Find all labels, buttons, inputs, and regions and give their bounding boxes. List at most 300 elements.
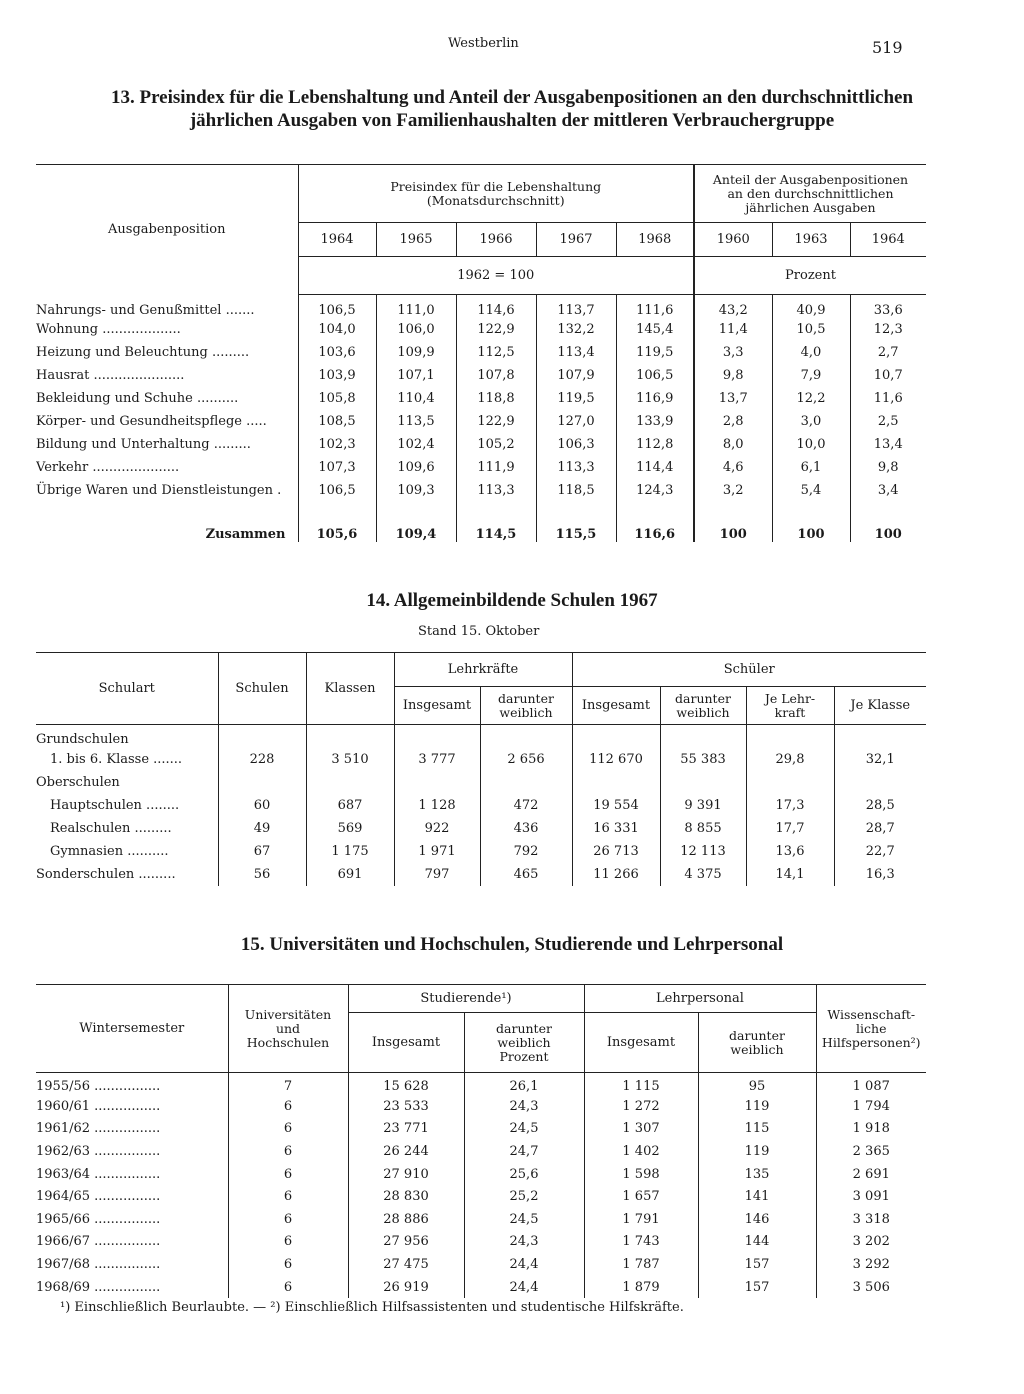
table13-group-anteil-line1: Anteil der Ausgabenpositionen xyxy=(712,171,909,187)
table13-row-label: Wohnung ................... xyxy=(36,322,181,337)
table14-col-lehr-weiblich-line1: darunter xyxy=(498,690,554,706)
table15-cell: 1 918 xyxy=(816,1118,926,1141)
table13-cell: 114,4 xyxy=(616,456,694,479)
table14-col-je-lehrkraft xyxy=(746,687,834,725)
table14-col-schueler-weiblich-line2: weiblich xyxy=(676,704,730,720)
table14-cell: 472 xyxy=(480,794,572,817)
table13-cell: 106,5 xyxy=(298,295,376,319)
table13-cell: 103,9 xyxy=(298,364,376,387)
table15-cell: 1 657 xyxy=(584,1185,698,1208)
table14-row xyxy=(36,863,926,886)
table14-col-schueler-weiblich-line1: darunter xyxy=(675,690,731,706)
table13-cell: 3,0 xyxy=(772,410,850,433)
table13-cell: 107,9 xyxy=(536,364,616,387)
table15-cell: 1 272 xyxy=(584,1095,698,1118)
table14-row xyxy=(36,725,926,748)
table14-cell xyxy=(660,725,746,748)
table14-cell: 436 xyxy=(480,817,572,840)
table15-row-label: 1962/63 ................ xyxy=(36,1144,161,1160)
table13-cell: 106,5 xyxy=(616,364,694,387)
table15-cell: 3 292 xyxy=(816,1253,926,1276)
table13-cell: 106,5 xyxy=(298,479,376,502)
table15-col-lehr-weiblich xyxy=(698,1013,816,1073)
table15-cell: 115 xyxy=(698,1118,816,1141)
table13-cell: 9,8 xyxy=(850,456,926,479)
table15-row xyxy=(36,1118,926,1141)
table13-row xyxy=(36,410,926,433)
table13-group-preisindex xyxy=(298,165,694,223)
table15-col-hochschulen-line1: Universitäten xyxy=(244,1006,332,1022)
table13-cell: 40,9 xyxy=(772,295,850,319)
table14-cell: 17,3 xyxy=(746,794,834,817)
table15-row-label: 1965/66 ................ xyxy=(36,1211,161,1227)
table15 xyxy=(36,984,926,1298)
table13-cell: 113,7 xyxy=(536,295,616,319)
table13-cell: 2,8 xyxy=(694,410,772,433)
table13-total-cell: 115,5 xyxy=(536,502,616,542)
table15-cell: 1 787 xyxy=(584,1253,698,1276)
table13-group-anteil-line3: jährlichen Ausgaben xyxy=(745,199,876,215)
table15-row xyxy=(36,1163,926,1186)
table15-title: 15. Universitäten und Hochschulen, Studierende und Lehrpersonal xyxy=(240,934,784,955)
table14-row-label: 1. bis 6. Klasse ....... xyxy=(50,751,183,767)
table14-cell: 56 xyxy=(218,863,306,886)
table15-row xyxy=(36,1095,926,1118)
table13-cell: 145,4 xyxy=(616,318,694,341)
table14-row-label: Sonderschulen ......... xyxy=(36,866,176,882)
table15-row-label: 1955/56 ................ xyxy=(36,1078,161,1094)
table13-row-label: Heizung und Beleuchtung ......... xyxy=(36,345,250,360)
table15-cell: 6 xyxy=(228,1208,348,1231)
table15-cell: 28 886 xyxy=(348,1208,464,1231)
table15-group-studierende: Studierende¹) xyxy=(348,985,584,1013)
table13-cell: 13,7 xyxy=(694,387,772,410)
table14-col-lehr-weiblich xyxy=(480,687,572,725)
table15-cell: 25,2 xyxy=(464,1185,584,1208)
table13-total-cell: 105,6 xyxy=(298,502,376,542)
table15-col-semester: Wintersemester xyxy=(36,985,228,1073)
table14-cell xyxy=(218,725,306,748)
table14-cell: 28,7 xyxy=(834,817,926,840)
table14-group-schueler: Schüler xyxy=(572,653,926,687)
table15-col-stud-insgesamt: Insgesamt xyxy=(348,1013,464,1073)
table13-cell: 119,5 xyxy=(536,387,616,410)
table14-cell: 14,1 xyxy=(746,863,834,886)
table15-row-label: 1966/67 ................ xyxy=(36,1234,161,1250)
table15-cell: 24,3 xyxy=(464,1095,584,1118)
table13-total-cell: 109,4 xyxy=(376,502,456,542)
table15-row-label: 1968/69 ................ xyxy=(36,1279,161,1295)
table14-cell: 112 670 xyxy=(572,748,660,771)
table13-cell: 33,6 xyxy=(850,295,926,319)
table14-col-lehr-insgesamt: Insgesamt xyxy=(394,687,480,725)
page-number: 519 xyxy=(872,38,903,57)
table15-cell: 15 628 xyxy=(348,1073,464,1096)
table15-cell: 3 091 xyxy=(816,1185,926,1208)
table13-cell: 2,5 xyxy=(850,410,926,433)
table13-cell: 13,4 xyxy=(850,433,926,456)
table13-cell: 114,6 xyxy=(456,295,536,319)
table13-cell: 108,5 xyxy=(298,410,376,433)
table14-cell: 29,8 xyxy=(746,748,834,771)
table13-title-line1: 13. Preisindex für die Lebenshaltung und Anteil der Ausgabenpositionen an den durchschnittlichen xyxy=(110,87,914,108)
table15-row-label: 1960/61 ................ xyxy=(36,1098,161,1114)
table13-cell: 113,3 xyxy=(536,456,616,479)
table14-cell: 9 391 xyxy=(660,794,746,817)
table14-cell xyxy=(480,725,572,748)
table14-row xyxy=(36,817,926,840)
table13-row-label: Nahrungs- und Genußmittel ....... xyxy=(36,302,255,318)
table13-cell: 118,8 xyxy=(456,387,536,410)
table14-row xyxy=(36,840,926,863)
table14-col-je-lehrkraft-line1: Je Lehr- xyxy=(764,690,816,706)
table13-cell: 118,5 xyxy=(536,479,616,502)
table13-total-label: Zusammen xyxy=(205,527,286,542)
table14-cell: 67 xyxy=(218,840,306,863)
table14-cell: 1 971 xyxy=(394,840,480,863)
table14-cell: 792 xyxy=(480,840,572,863)
table14-cell xyxy=(218,771,306,794)
table15-row xyxy=(36,1253,926,1276)
table13-cell: 6,1 xyxy=(772,456,850,479)
table14-cell: 26 713 xyxy=(572,840,660,863)
table14-cell: 49 xyxy=(218,817,306,840)
table13-row xyxy=(36,341,926,364)
table14-cell: 12 113 xyxy=(660,840,746,863)
table14-title: 14. Allgemeinbildende Schulen 1967 xyxy=(366,590,658,611)
table14-subtitle: Stand 15. Oktober xyxy=(418,624,540,639)
table13-cell: 110,4 xyxy=(376,387,456,410)
table14-row xyxy=(36,748,926,771)
table13-cell: 104,0 xyxy=(298,318,376,341)
table14-cell: 569 xyxy=(306,817,394,840)
table15-col-hochschulen xyxy=(228,985,348,1073)
table13-cell: 3,4 xyxy=(850,479,926,502)
table13-row xyxy=(36,295,926,319)
table15-cell: 1 879 xyxy=(584,1276,698,1299)
table15-cell: 1 115 xyxy=(584,1073,698,1096)
table13-cell: 12,3 xyxy=(850,318,926,341)
table13-row xyxy=(36,456,926,479)
table15-cell: 95 xyxy=(698,1073,816,1096)
table15-row xyxy=(36,1208,926,1231)
table15-cell: 6 xyxy=(228,1118,348,1141)
table13-cell: 127,0 xyxy=(536,410,616,433)
table13-year-header: 1960 xyxy=(694,223,772,257)
table13-cell: 4,6 xyxy=(694,456,772,479)
table14-cell: 691 xyxy=(306,863,394,886)
table13-cell: 105,2 xyxy=(456,433,536,456)
table13-cell: 5,4 xyxy=(772,479,850,502)
table13-row-label: Bekleidung und Schuhe .......... xyxy=(36,391,239,406)
table13-cell: 103,6 xyxy=(298,341,376,364)
table15-col-hochschulen-line3: Hochschulen xyxy=(246,1034,330,1050)
table13-unit-percent: Prozent xyxy=(694,257,926,295)
table13-row-label: Bildung und Unterhaltung ......... xyxy=(36,437,251,452)
table15-cell: 1 743 xyxy=(584,1231,698,1254)
table13-cell: 111,9 xyxy=(456,456,536,479)
table15-cell: 6 xyxy=(228,1231,348,1254)
table14-row-label: Grundschulen xyxy=(36,731,129,747)
table13-cell: 43,2 xyxy=(694,295,772,319)
table13-cell: 8,0 xyxy=(694,433,772,456)
table13-title xyxy=(0,86,1024,132)
table14-cell: 465 xyxy=(480,863,572,886)
table15-cell: 119 xyxy=(698,1140,816,1163)
table13-cell: 10,7 xyxy=(850,364,926,387)
table15-col-stud-weiblich-prozent xyxy=(464,1013,584,1073)
table13-cell: 122,9 xyxy=(456,318,536,341)
table15-row xyxy=(36,1231,926,1254)
table13-group-preisindex-line1: Preisindex für die Lebenshaltung xyxy=(390,178,602,194)
table14-cell xyxy=(394,725,480,748)
table15-cell: 25,6 xyxy=(464,1163,584,1186)
table13-cell: 10,5 xyxy=(772,318,850,341)
table14-cell: 11 266 xyxy=(572,863,660,886)
table13-cell: 124,3 xyxy=(616,479,694,502)
table13-group-anteil xyxy=(694,165,926,223)
table13-cell: 116,9 xyxy=(616,387,694,410)
table14-col-je-lehrkraft-line2: kraft xyxy=(774,704,806,720)
table14-cell xyxy=(834,771,926,794)
table15-cell: 1 402 xyxy=(584,1140,698,1163)
table15-cell: 1 598 xyxy=(584,1163,698,1186)
table14-cell xyxy=(306,725,394,748)
table15-cell: 119 xyxy=(698,1095,816,1118)
table15-col-wiss-line3: Hilfspersonen²) xyxy=(821,1034,921,1050)
table15-cell: 6 xyxy=(228,1095,348,1118)
table13-group-preisindex-line2: (Monatsdurchschnitt) xyxy=(426,192,565,208)
table15-col-lehr-weiblich-line2: weiblich xyxy=(730,1041,784,1057)
table14-cell xyxy=(480,771,572,794)
table15-cell: 24,5 xyxy=(464,1208,584,1231)
table13-year-header: 1964 xyxy=(298,223,376,257)
table13-cell: 122,9 xyxy=(456,410,536,433)
table14-cell: 3 777 xyxy=(394,748,480,771)
table15-cell: 3 202 xyxy=(816,1231,926,1254)
table13-cell: 3,3 xyxy=(694,341,772,364)
table13-cell: 11,6 xyxy=(850,387,926,410)
table15-cell: 6 xyxy=(228,1276,348,1299)
table13-cell: 2,7 xyxy=(850,341,926,364)
table14-col-schueler-insgesamt: Insgesamt xyxy=(572,687,660,725)
table13-cell: 4,0 xyxy=(772,341,850,364)
table13-cell: 107,1 xyxy=(376,364,456,387)
table13-row-label: Übrige Waren und Dienstleistungen . xyxy=(36,483,282,498)
table15-col-stud-weiblich-line3: Prozent xyxy=(499,1048,549,1064)
table14-cell: 16,3 xyxy=(834,863,926,886)
table15-row xyxy=(36,1140,926,1163)
table14-cell: 687 xyxy=(306,794,394,817)
table15-col-wiss-hilfspersonen xyxy=(816,985,926,1073)
table13-group-anteil-line2: an den durchschnittlichen xyxy=(727,185,894,201)
table14-row-label: Realschulen ......... xyxy=(50,820,172,836)
table15-row xyxy=(36,1185,926,1208)
table15-cell: 7 xyxy=(228,1073,348,1096)
table15-cell: 6 xyxy=(228,1253,348,1276)
table13-total-cell: 100 xyxy=(772,502,850,542)
table15-cell: 6 xyxy=(228,1163,348,1186)
table15-cell: 28 830 xyxy=(348,1185,464,1208)
table15-cell: 24,4 xyxy=(464,1276,584,1299)
table15-cell: 23 533 xyxy=(348,1095,464,1118)
table15-col-lehr-insgesamt: Insgesamt xyxy=(584,1013,698,1073)
table14-cell: 16 331 xyxy=(572,817,660,840)
table13-cell: 7,9 xyxy=(772,364,850,387)
table14-cell: 17,7 xyxy=(746,817,834,840)
table13-year-header: 1964 xyxy=(850,223,926,257)
table15-col-stud-weiblich-line1: darunter xyxy=(496,1020,552,1036)
table14-col-je-klasse: Je Klasse xyxy=(834,687,926,725)
table13-row xyxy=(36,364,926,387)
table13-row-label: Hausrat ...................... xyxy=(36,368,185,383)
table13-body xyxy=(36,295,926,543)
table14-body xyxy=(36,725,926,886)
table14-cell: 2 656 xyxy=(480,748,572,771)
table13-row-label: Verkehr ..................... xyxy=(36,460,180,475)
table15-cell: 2 365 xyxy=(816,1140,926,1163)
table14-cell: 1 175 xyxy=(306,840,394,863)
table14-row xyxy=(36,771,926,794)
table15-cell: 24,7 xyxy=(464,1140,584,1163)
table13-unit-index: 1962 = 100 xyxy=(298,257,694,295)
table15-cell: 2 691 xyxy=(816,1163,926,1186)
table13-title-line2: jährlichen Ausgaben von Familienhaushalten der mittleren Verbrauchergruppe xyxy=(189,110,835,131)
table14-cell: 60 xyxy=(218,794,306,817)
table13-total-cell: 100 xyxy=(694,502,772,542)
table15-cell: 3 506 xyxy=(816,1276,926,1299)
table13-cell: 10,0 xyxy=(772,433,850,456)
table15-cell: 24,5 xyxy=(464,1118,584,1141)
table14-cell: 8 855 xyxy=(660,817,746,840)
table14-col-schueler-weiblich xyxy=(660,687,746,725)
table13-cell: 105,8 xyxy=(298,387,376,410)
table15-cell: 1 087 xyxy=(816,1073,926,1096)
table15-row xyxy=(36,1276,926,1299)
table15-col-stud-weiblich-line2: weiblich xyxy=(497,1034,551,1050)
table13-cell: 132,2 xyxy=(536,318,616,341)
table13-cell: 106,0 xyxy=(376,318,456,341)
table15-cell: 1 794 xyxy=(816,1095,926,1118)
table15-cell: 27 475 xyxy=(348,1253,464,1276)
table14-cell: 4 375 xyxy=(660,863,746,886)
table15-cell: 6 xyxy=(228,1185,348,1208)
table13-row xyxy=(36,318,926,341)
table15-cell: 27 956 xyxy=(348,1231,464,1254)
table13-row xyxy=(36,433,926,456)
table13-year-header: 1963 xyxy=(772,223,850,257)
table15-cell: 146 xyxy=(698,1208,816,1231)
table14 xyxy=(36,652,926,886)
table15-cell: 26,1 xyxy=(464,1073,584,1096)
table13-cell: 113,3 xyxy=(456,479,536,502)
table14-cell: 55 383 xyxy=(660,748,746,771)
table13-cell: 107,8 xyxy=(456,364,536,387)
table15-body xyxy=(36,1073,926,1299)
table13-cell: 109,3 xyxy=(376,479,456,502)
table15-cell: 144 xyxy=(698,1231,816,1254)
table13-cell: 3,2 xyxy=(694,479,772,502)
table13-col-ausgabenposition: Ausgabenposition xyxy=(36,165,298,295)
table15-footnote: ¹) Einschließlich Beurlaubte. — ²) Einschließlich Hilfsassistenten und studentische Hilfskräfte. xyxy=(60,1300,684,1315)
table15-row xyxy=(36,1073,926,1096)
table14-cell xyxy=(746,771,834,794)
table13-year-header: 1968 xyxy=(616,223,694,257)
table15-col-wiss-line1: Wissenschaft- xyxy=(827,1006,916,1022)
table13-cell: 106,3 xyxy=(536,433,616,456)
table14-cell xyxy=(746,725,834,748)
table14-cell xyxy=(572,771,660,794)
table15-cell: 157 xyxy=(698,1253,816,1276)
table15-cell: 1 791 xyxy=(584,1208,698,1231)
table14-cell xyxy=(306,771,394,794)
table14-col-klassen: Klassen xyxy=(306,653,394,725)
table13-total-row xyxy=(36,502,926,542)
table14-col-schulart: Schulart xyxy=(36,653,218,725)
table15-row-label: 1964/65 ................ xyxy=(36,1189,161,1205)
table13-cell: 12,2 xyxy=(772,387,850,410)
table13 xyxy=(36,164,926,542)
table14-cell xyxy=(660,771,746,794)
table13-row-label: Körper- und Gesundheitspflege ..... xyxy=(36,414,267,429)
table14-cell: 3 510 xyxy=(306,748,394,771)
table15-cell: 23 771 xyxy=(348,1118,464,1141)
table14-col-lehr-weiblich-line2: weiblich xyxy=(499,704,553,720)
table15-col-lehr-weiblich-line1: darunter xyxy=(729,1027,785,1043)
table13-cell: 111,6 xyxy=(616,295,694,319)
table13-row xyxy=(36,387,926,410)
table15-col-wiss-line2: liche xyxy=(856,1020,887,1036)
table15-cell: 3 318 xyxy=(816,1208,926,1231)
table13-cell: 112,5 xyxy=(456,341,536,364)
table13-row xyxy=(36,479,926,502)
table14-row-label: Hauptschulen ........ xyxy=(50,797,180,813)
table14-row-label: Oberschulen xyxy=(36,774,120,790)
table13-cell: 112,8 xyxy=(616,433,694,456)
table13-cell: 111,0 xyxy=(376,295,456,319)
table13-cell: 102,3 xyxy=(298,433,376,456)
table14-cell: 19 554 xyxy=(572,794,660,817)
table14-cell: 1 128 xyxy=(394,794,480,817)
table13-cell: 107,3 xyxy=(298,456,376,479)
table14-row-label: Gymnasien .......... xyxy=(50,843,169,859)
table15-group-lehrpersonal: Lehrpersonal xyxy=(584,985,816,1013)
table13-year-header: 1967 xyxy=(536,223,616,257)
table13-total-cell: 114,5 xyxy=(456,502,536,542)
table15-cell: 135 xyxy=(698,1163,816,1186)
table15-row-label: 1961/62 ................ xyxy=(36,1121,161,1137)
table13-cell: 113,4 xyxy=(536,341,616,364)
table13-cell: 9,8 xyxy=(694,364,772,387)
table13-cell: 133,9 xyxy=(616,410,694,433)
table15-cell: 27 910 xyxy=(348,1163,464,1186)
table13-cell: 11,4 xyxy=(694,318,772,341)
table15-cell: 141 xyxy=(698,1185,816,1208)
table15-col-hochschulen-line2: und xyxy=(275,1020,301,1036)
table14-cell: 228 xyxy=(218,748,306,771)
table14-cell xyxy=(572,725,660,748)
table13-year-header: 1965 xyxy=(376,223,456,257)
table13-cell: 109,9 xyxy=(376,341,456,364)
table15-cell: 1 307 xyxy=(584,1118,698,1141)
table13-total-cell: 116,6 xyxy=(616,502,694,542)
table14-row xyxy=(36,794,926,817)
table15-row-label: 1963/64 ................ xyxy=(36,1166,161,1182)
table14-group-lehrkraefte: Lehrkräfte xyxy=(394,653,572,687)
table15-cell: 26 919 xyxy=(348,1276,464,1299)
table13-cell: 102,4 xyxy=(376,433,456,456)
table14-cell: 32,1 xyxy=(834,748,926,771)
